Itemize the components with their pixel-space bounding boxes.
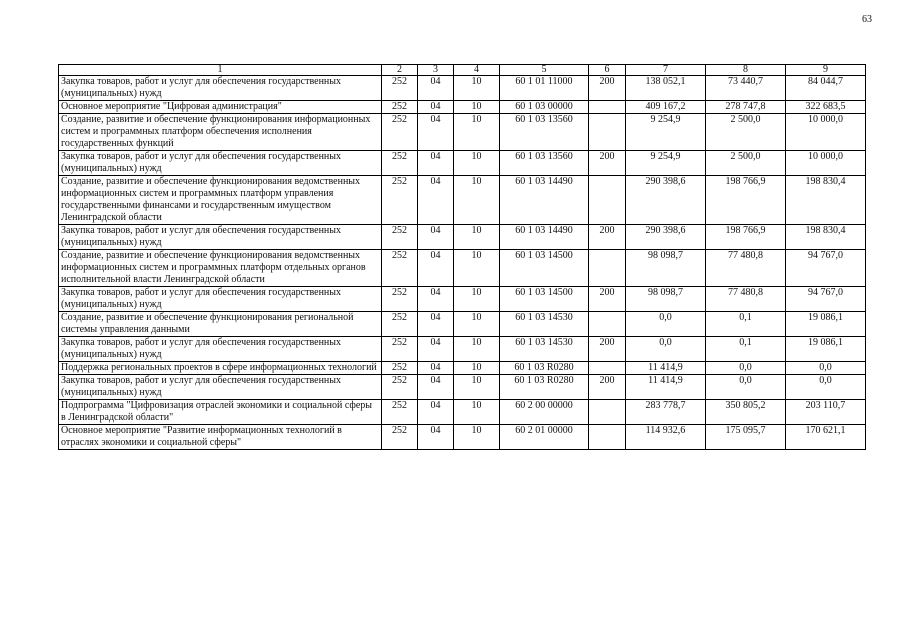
cell-col3: 04 [418,287,454,312]
row-name: Создание, развитие и обеспечение функционирования региональной системы управления данными [59,312,382,337]
cell-col2: 252 [382,151,418,176]
column-header: 1 [59,65,382,76]
cell-col5: 60 1 03 13560 [500,114,589,151]
cell-col4: 10 [454,151,500,176]
cell-col4: 10 [454,400,500,425]
row-name: Создание, развитие и обеспечение функционирования ведомственных информационных систем и программных платформ отдельных органов исполнительной власти Ленинградской области [59,250,382,287]
cell-col9: 94 767,0 [786,287,866,312]
table-row [59,151,866,176]
cell-col8: 278 747,8 [706,101,786,114]
cell-col5: 60 1 03 R0280 [500,362,589,375]
row-name: Основное мероприятие "Развитие информационных технологий в отраслях экономики и социальной сферы" [59,425,382,450]
cell-col9: 94 767,0 [786,250,866,287]
cell-col2: 252 [382,425,418,450]
row-name: Поддержка региональных проектов в сфере информационных технологий [59,362,382,375]
column-header: 9 [786,65,866,76]
cell-col7: 11 414,9 [626,362,706,375]
cell-col4: 10 [454,101,500,114]
row-name: Закупка товаров, работ и услуг для обеспечения государственных (муниципальных) нужд [59,287,382,312]
cell-col9: 198 830,4 [786,225,866,250]
cell-col3: 04 [418,250,454,287]
cell-col5: 60 1 03 14500 [500,287,589,312]
cell-col4: 10 [454,337,500,362]
table-row [59,250,866,287]
cell-col4: 10 [454,176,500,225]
cell-col8: 0,1 [706,337,786,362]
cell-col7: 11 414,9 [626,375,706,400]
cell-col6 [589,425,626,450]
cell-col7: 114 932,6 [626,425,706,450]
table-row [59,425,866,450]
cell-col6 [589,114,626,151]
cell-col8: 175 095,7 [706,425,786,450]
cell-col3: 04 [418,337,454,362]
cell-col6 [589,101,626,114]
cell-col9: 10 000,0 [786,151,866,176]
cell-col2: 252 [382,101,418,114]
cell-col8: 198 766,9 [706,225,786,250]
column-header: 2 [382,65,418,76]
cell-col4: 10 [454,312,500,337]
cell-col5: 60 1 03 14500 [500,250,589,287]
cell-col9: 10 000,0 [786,114,866,151]
row-name: Закупка товаров, работ и услуг для обеспечения государственных (муниципальных) нужд [59,151,382,176]
row-name: Закупка товаров, работ и услуг для обеспечения государственных (муниципальных) нужд [59,375,382,400]
column-header: 8 [706,65,786,76]
cell-col5: 60 1 03 R0280 [500,375,589,400]
table-row [59,114,866,151]
cell-col4: 10 [454,362,500,375]
cell-col6: 200 [589,225,626,250]
cell-col7: 290 398,6 [626,225,706,250]
column-header: 7 [626,65,706,76]
cell-col7: 98 098,7 [626,250,706,287]
column-header: 6 [589,65,626,76]
cell-col3: 04 [418,225,454,250]
row-name: Основное мероприятие "Цифровая администрация" [59,101,382,114]
cell-col9: 0,0 [786,362,866,375]
cell-col2: 252 [382,114,418,151]
row-name: Создание, развитие и обеспечение функционирования ведомственных информационных систем и программных платформ управления государственными финансами и государственным имуществом Ленинградской области [59,176,382,225]
cell-col3: 04 [418,76,454,101]
table-row [59,176,866,225]
cell-col7: 0,0 [626,337,706,362]
cell-col8: 0,0 [706,362,786,375]
cell-col6 [589,176,626,225]
cell-col3: 04 [418,151,454,176]
cell-col9: 19 086,1 [786,337,866,362]
cell-col6: 200 [589,375,626,400]
cell-col3: 04 [418,400,454,425]
cell-col6: 200 [589,287,626,312]
table-row [59,375,866,400]
cell-col6: 200 [589,337,626,362]
cell-col5: 60 1 01 11000 [500,76,589,101]
cell-col3: 04 [418,362,454,375]
cell-col2: 252 [382,312,418,337]
page-number: 63 [862,14,872,25]
cell-col6 [589,362,626,375]
cell-col6 [589,312,626,337]
cell-col2: 252 [382,362,418,375]
table-row [59,101,866,114]
cell-col2: 252 [382,375,418,400]
cell-col7: 98 098,7 [626,287,706,312]
cell-col2: 252 [382,337,418,362]
cell-col7: 9 254,9 [626,151,706,176]
table-header-row [59,65,866,76]
cell-col3: 04 [418,176,454,225]
cell-col4: 10 [454,225,500,250]
column-header: 3 [418,65,454,76]
cell-col4: 10 [454,375,500,400]
table-row [59,287,866,312]
cell-col9: 170 621,1 [786,425,866,450]
cell-col2: 252 [382,225,418,250]
cell-col8: 77 480,8 [706,287,786,312]
cell-col5: 60 1 03 14490 [500,176,589,225]
cell-col3: 04 [418,312,454,337]
cell-col3: 04 [418,101,454,114]
cell-col6 [589,250,626,287]
cell-col8: 0,0 [706,375,786,400]
table-row [59,400,866,425]
cell-col7: 9 254,9 [626,114,706,151]
column-header: 4 [454,65,500,76]
table-row [59,225,866,250]
cell-col9: 19 086,1 [786,312,866,337]
row-name: Закупка товаров, работ и услуг для обеспечения государственных (муниципальных) нужд [59,225,382,250]
cell-col7: 283 778,7 [626,400,706,425]
cell-col7: 409 167,2 [626,101,706,114]
cell-col4: 10 [454,250,500,287]
cell-col3: 04 [418,425,454,450]
cell-col2: 252 [382,76,418,101]
row-name: Закупка товаров, работ и услуг для обеспечения государственных (муниципальных) нужд [59,337,382,362]
cell-col6 [589,400,626,425]
cell-col2: 252 [382,176,418,225]
cell-col7: 0,0 [626,312,706,337]
cell-col7: 138 052,1 [626,76,706,101]
cell-col8: 350 805,2 [706,400,786,425]
cell-col9: 0,0 [786,375,866,400]
table-row [59,337,866,362]
table-row [59,76,866,101]
budget-table [58,64,866,450]
cell-col5: 60 1 03 13560 [500,151,589,176]
column-header: 5 [500,65,589,76]
cell-col2: 252 [382,287,418,312]
cell-col4: 10 [454,76,500,101]
cell-col5: 60 1 03 00000 [500,101,589,114]
cell-col5: 60 1 03 14530 [500,312,589,337]
cell-col6: 200 [589,76,626,101]
cell-col5: 60 1 03 14530 [500,337,589,362]
cell-col4: 10 [454,425,500,450]
cell-col3: 04 [418,375,454,400]
cell-col6: 200 [589,151,626,176]
cell-col8: 2 500,0 [706,114,786,151]
cell-col9: 203 110,7 [786,400,866,425]
cell-col9: 198 830,4 [786,176,866,225]
cell-col9: 84 044,7 [786,76,866,101]
cell-col8: 198 766,9 [706,176,786,225]
cell-col4: 10 [454,287,500,312]
cell-col8: 73 440,7 [706,76,786,101]
cell-col8: 77 480,8 [706,250,786,287]
cell-col2: 252 [382,400,418,425]
cell-col5: 60 2 00 00000 [500,400,589,425]
table-row [59,312,866,337]
table-row [59,362,866,375]
cell-col2: 252 [382,250,418,287]
row-name: Создание, развитие и обеспечение функционирования информационных систем и программных платформ обеспечения исполнения государственных функций [59,114,382,151]
cell-col4: 10 [454,114,500,151]
cell-col3: 04 [418,114,454,151]
cell-col5: 60 2 01 00000 [500,425,589,450]
cell-col7: 290 398,6 [626,176,706,225]
cell-col9: 322 683,5 [786,101,866,114]
row-name: Закупка товаров, работ и услуг для обеспечения государственных (муниципальных) нужд [59,76,382,101]
cell-col5: 60 1 03 14490 [500,225,589,250]
cell-col8: 2 500,0 [706,151,786,176]
cell-col8: 0,1 [706,312,786,337]
row-name: Подпрограмма "Цифровизация отраслей экономики и социальной сферы в Ленинградской области" [59,400,382,425]
